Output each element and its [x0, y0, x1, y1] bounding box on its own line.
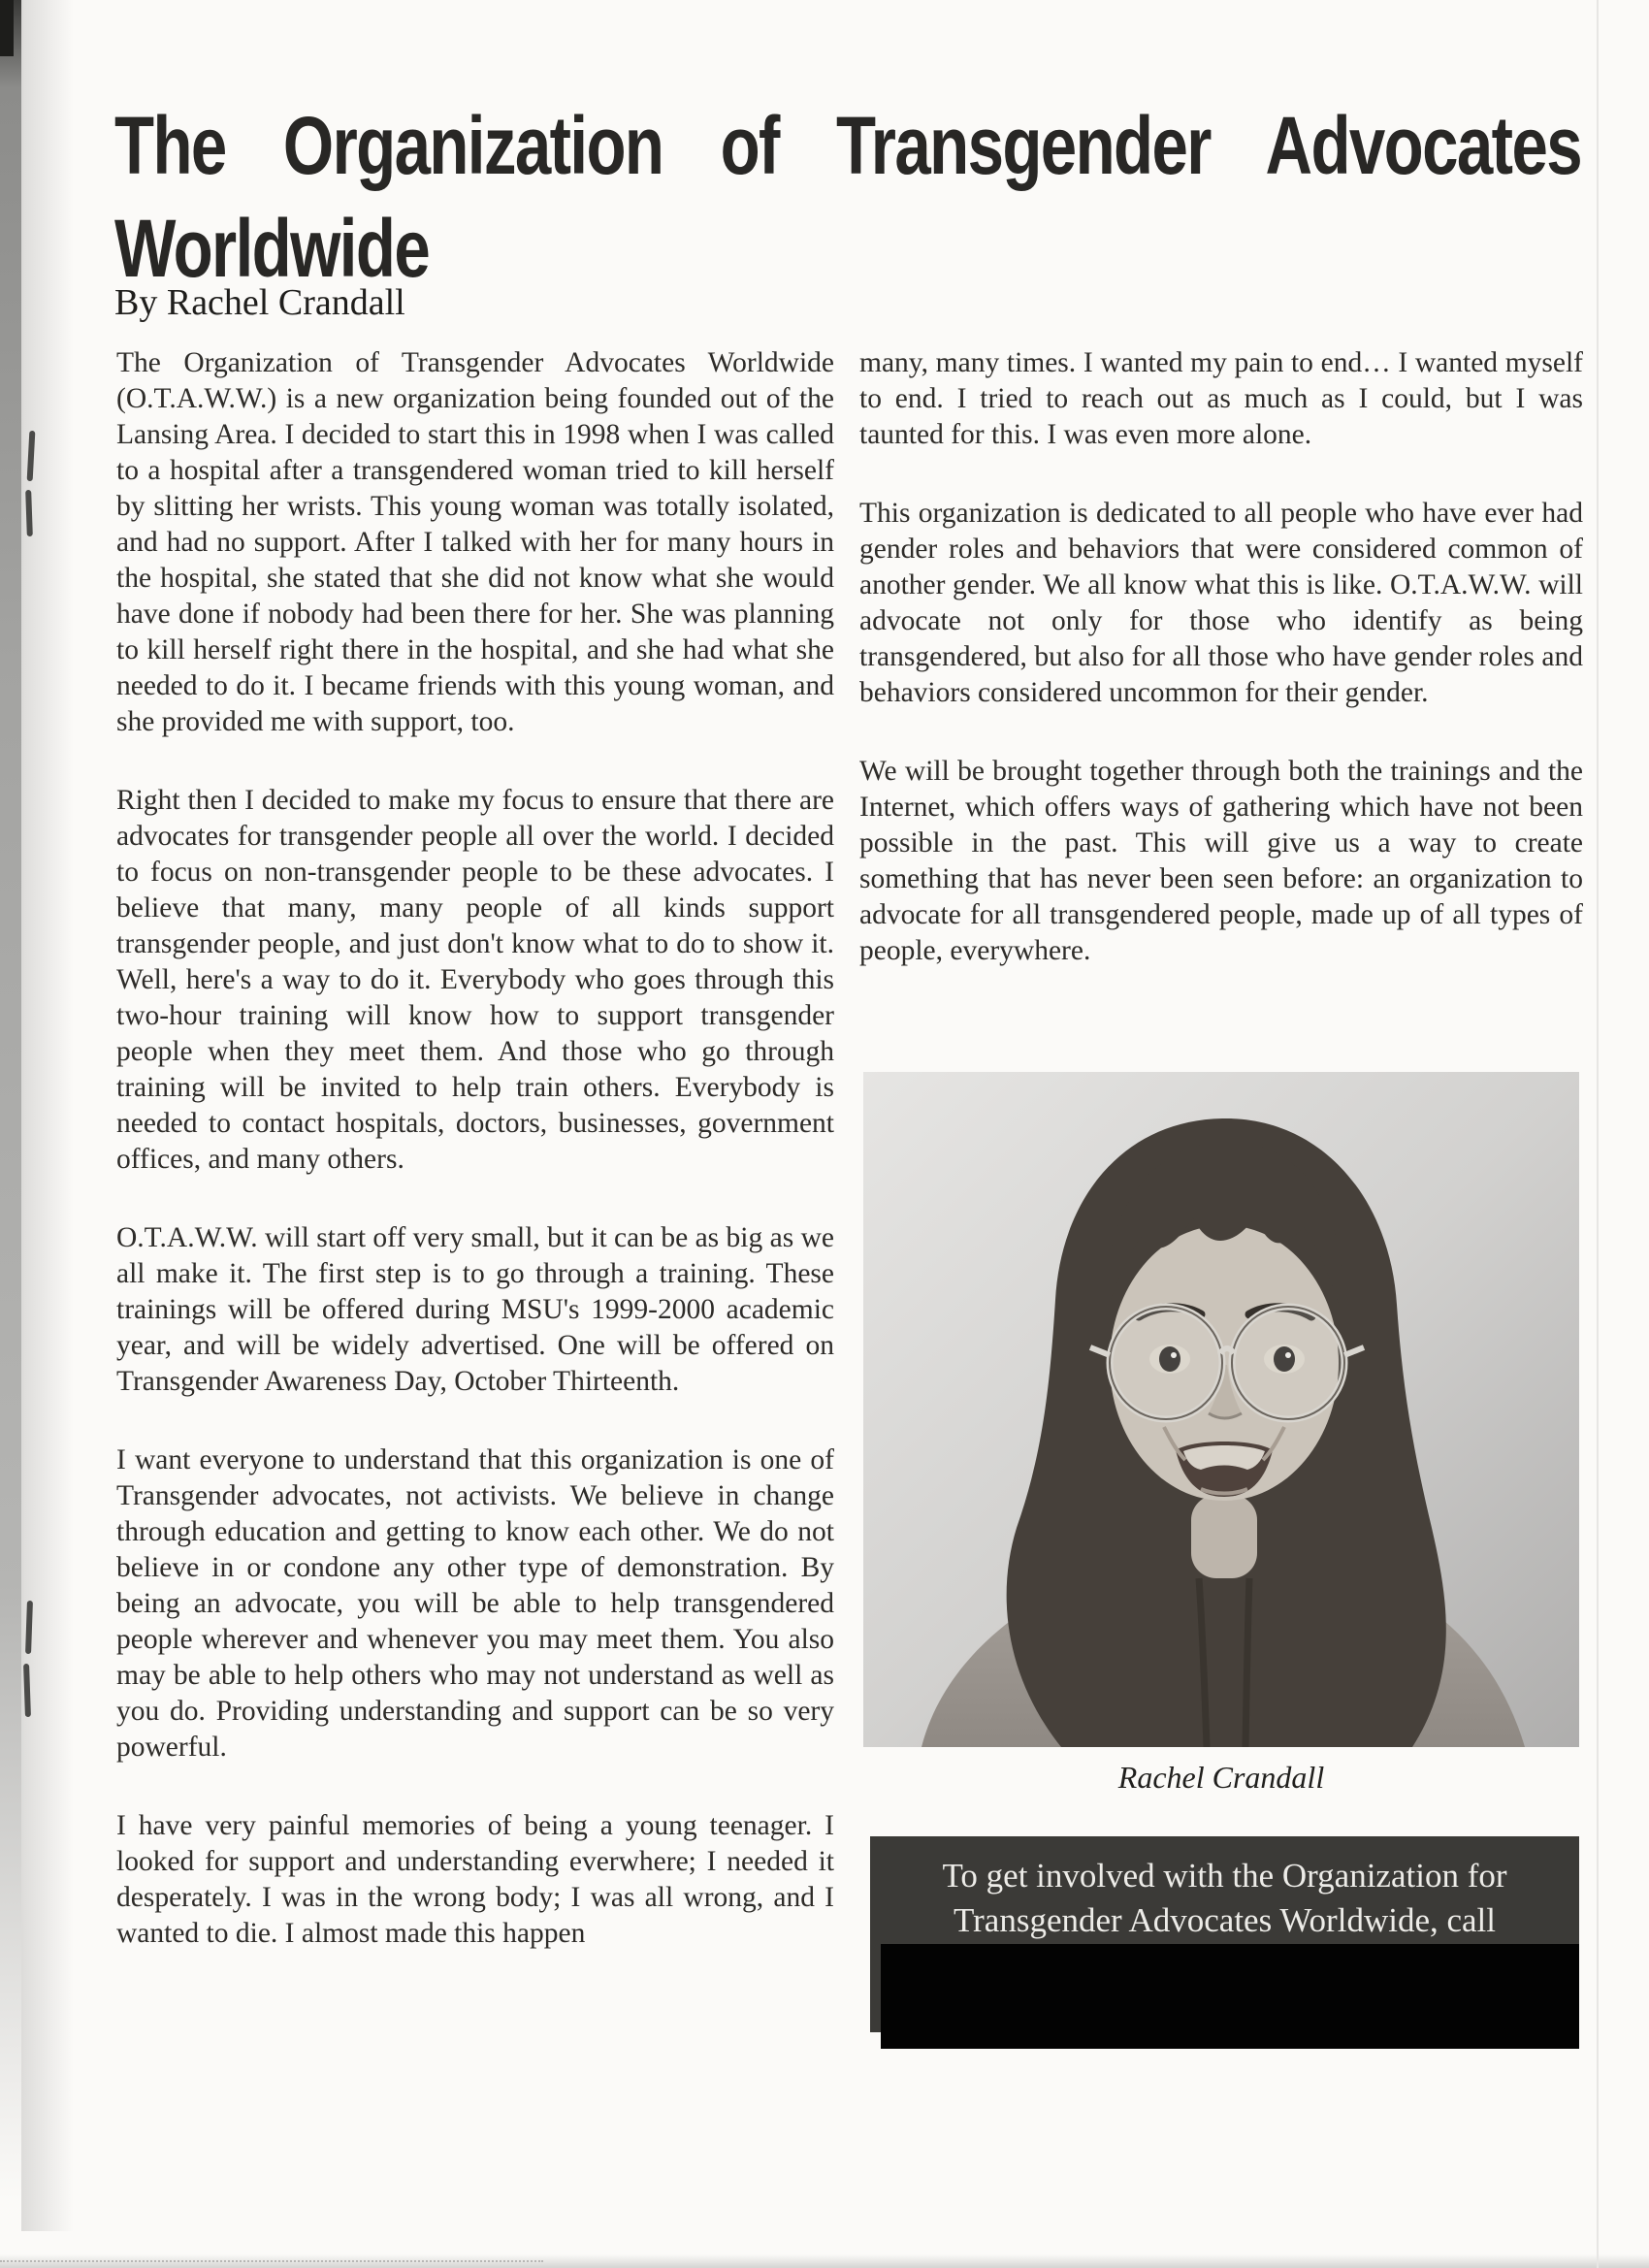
- scan-corner-mark: [0, 0, 14, 56]
- scan-left-edge-gradient: [21, 0, 74, 2231]
- byline: By Rachel Crandall: [114, 282, 405, 323]
- right-column: [859, 345, 1583, 1012]
- paragraph: This organization is dedicated to all people who have ever had gender roles and behaviors that were considered common of another gender. We all know what this is like. O.T.A.W.W. will advocate not only for those who identify as being transgendered, but also for all those who have gender roles and behaviors considered uncommon for their gender.: [859, 498, 1583, 708]
- paragraph: I want everyone to understand that this organization is one of Transgender advocates, not activists. We believe in change through education and getting to know each other. We do not believe in or condone any other type of demonstration. By being an advocate, you will be able to help transgendered people wherever and whenever you may meet them. You also may be able to help others who may not understand as well as you do. Providing understanding and support can be so very powerful.: [116, 1444, 834, 1763]
- portrait-photo: [863, 1072, 1579, 1747]
- scan-right-edge-line: [1597, 0, 1599, 2268]
- scan-bottom-dotted-line: [0, 2260, 543, 2262]
- paragraph: We will be brought together through both the trainings and the Internet, which offers ways of gathering which have not been possible in the past. This will give us a way to create something that has never been seen before: an organization to advocate for all transgendered people, made up of all types of people, everywhere.: [859, 756, 1583, 966]
- article-title-line2: Worldwide: [114, 203, 430, 294]
- article-title-line1: The Organization of Transgender Advocates: [114, 100, 1581, 191]
- neck: [1191, 1495, 1257, 1578]
- left-column: [116, 345, 834, 1994]
- paragraph: O.T.A.W.W. will start off very small, but it can be as big as we all make it. The first step is to go through a training. These trainings will be offered during MSU's 1999-2000 academic year, and will be widely advertised. One will be offered on Transgender Awareness Day, October Thirteenth.: [116, 1222, 834, 1397]
- paragraph: many, many times. I wanted my pain to end… I wanted myself to end. I tried to reach out as much as I could, but I was taunted for this. I was even more alone.: [859, 347, 1583, 450]
- paragraph: The Organization of Transgender Advocates Worldwide (O.T.A.W.W.) is a new organization being founded out of the Lansing Area. I decided to start this in 1998 when I was called to a hospital after a transgendered woman tried to kill herself by slitting her wrists. This young woman was totally isolated, and had no support. After I talked with her for many hours in the hospital, she stated that she did not know what she would have done if nobody had been there for her. She was planning to kill herself right there in the hospital, and she had what she needed to do it. I became friends with this young woman, and she provided me with support, too.: [116, 347, 834, 737]
- contact-box-line1: To get involved with the Organization for: [942, 1857, 1507, 1895]
- scan-left-edge-shadow: [0, 0, 23, 2202]
- redaction-bar: [881, 1944, 1579, 2049]
- contact-box-line2: Transgender Advocates Worldwide, call: [953, 1901, 1496, 1939]
- paragraph: I have very painful memories of being a young teenager. I looked for support and understanding everwhere; I needed it desperately. I was in the wrong body; I was all wrong, and I wanted to die. I almost made this happen: [116, 1810, 834, 1949]
- paragraph: Right then I decided to make my focus to ensure that there are advocates for transgender people all over the world. I decided to focus on non-transgender people to be these advocates. I believe that many, many people of all kinds support transgender people, and just don't know what to do to show it. Well, here's a way to do it. Everybody who goes through this two-hour training will know how to support transgender people when they meet them. And those who go through training will be invited to help train others. Everybody is needed to contact hospitals, doctors, businesses, government offices, and many others.: [116, 785, 834, 1175]
- photo-caption: Rachel Crandall: [1117, 1760, 1325, 1795]
- portrait-photo-illustration: [863, 1072, 1579, 1747]
